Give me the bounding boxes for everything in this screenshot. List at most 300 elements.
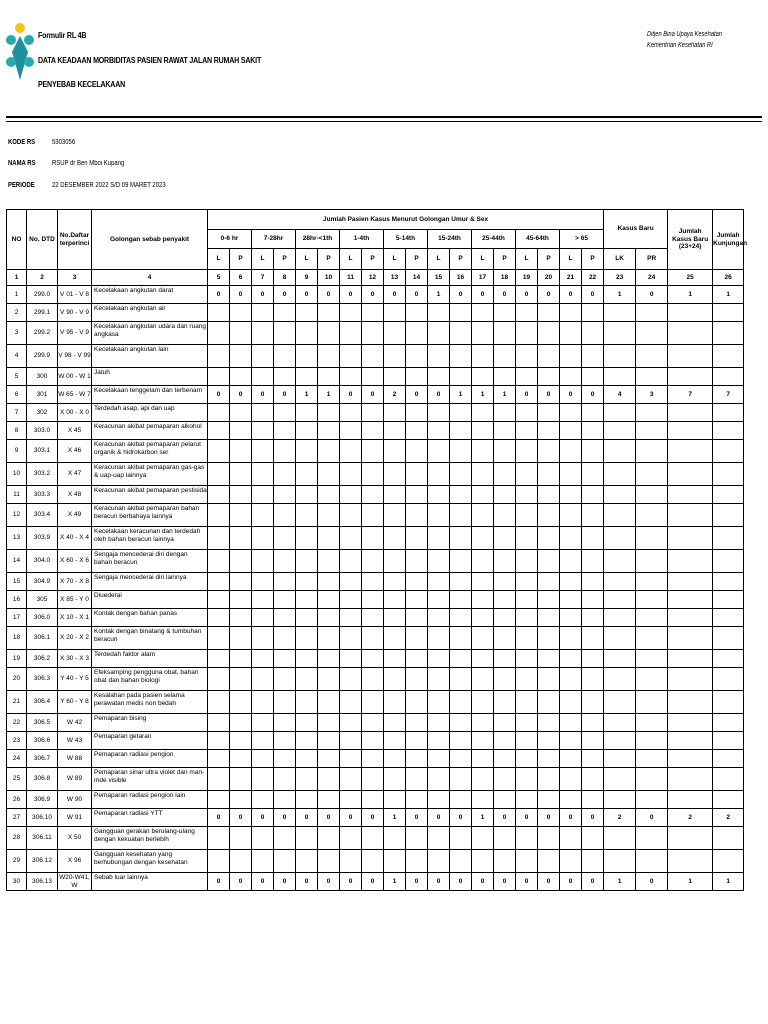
age-group-header: 5-14th	[384, 230, 428, 249]
table-row	[7, 440, 744, 463]
table-row	[7, 591, 744, 609]
row-value	[208, 627, 230, 650]
row-value	[230, 463, 252, 486]
row-value	[384, 591, 406, 609]
row-value	[668, 691, 713, 714]
row-value	[713, 768, 744, 791]
row-value	[208, 827, 230, 850]
row-no: 29	[7, 850, 27, 873]
row-value	[668, 504, 713, 527]
row-value	[516, 714, 538, 732]
row-value	[274, 322, 296, 345]
age-group-header: 15-24th	[428, 230, 472, 249]
row-golongan: Terdedah faktor alam	[92, 650, 208, 668]
row-value	[604, 732, 636, 750]
row-value: 0	[274, 286, 296, 304]
column-number: 25	[668, 270, 713, 286]
row-daftar: W 00 - W 1	[58, 368, 92, 386]
row-value	[230, 440, 252, 463]
row-value: 0	[406, 386, 428, 404]
row-value	[516, 404, 538, 422]
row-daftar: V 95 - V 9	[58, 322, 92, 345]
row-daftar: W 88	[58, 750, 92, 768]
sex-header-l: L	[560, 249, 582, 270]
row-value	[538, 668, 560, 691]
table-row	[7, 732, 744, 750]
row-value	[406, 573, 428, 591]
row-value	[362, 791, 384, 809]
row-value	[668, 650, 713, 668]
column-number: 4	[92, 270, 208, 286]
row-value	[516, 504, 538, 527]
row-value	[406, 850, 428, 873]
row-value	[668, 440, 713, 463]
column-number: 26	[713, 270, 744, 286]
row-value	[472, 691, 494, 714]
column-number: 13	[384, 270, 406, 286]
row-value	[296, 850, 318, 873]
row-value	[668, 750, 713, 768]
column-number: 2	[27, 270, 58, 286]
row-value	[472, 627, 494, 650]
row-value: 2	[604, 809, 636, 827]
row-value: 0	[252, 809, 274, 827]
row-value: 0	[560, 386, 582, 404]
row-value	[296, 404, 318, 422]
row-value	[450, 691, 472, 714]
row-value	[274, 504, 296, 527]
row-value	[582, 768, 604, 791]
row-value	[428, 827, 450, 850]
row-no: 23	[7, 732, 27, 750]
age-group-header: > 65	[560, 230, 604, 249]
row-golongan: Keracunan akibat pemaparan alkohol	[92, 422, 208, 440]
row-value	[252, 404, 274, 422]
row-value: 1	[428, 286, 450, 304]
row-dtd: 304.9	[27, 573, 58, 591]
sex-header-p: P	[494, 249, 516, 270]
row-value	[582, 827, 604, 850]
row-value	[362, 345, 384, 368]
row-value	[494, 591, 516, 609]
row-value	[494, 668, 516, 691]
row-no: 16	[7, 591, 27, 609]
row-value	[208, 527, 230, 550]
row-daftar: W 65 - W 7	[58, 386, 92, 404]
row-golongan: Pemaparan getaran	[92, 732, 208, 750]
row-dtd: 306.1	[27, 627, 58, 650]
header-kasus-baru: Kasus Baru	[604, 210, 668, 249]
row-value	[494, 691, 516, 714]
row-value	[668, 404, 713, 422]
row-no: 27	[7, 809, 27, 827]
row-value	[384, 691, 406, 714]
periode-label: PERIODE	[8, 182, 35, 189]
header-dtd: No. DTD	[27, 210, 58, 270]
row-value	[428, 714, 450, 732]
row-daftar: W 43	[58, 732, 92, 750]
row-value: 0	[296, 286, 318, 304]
row-value	[450, 714, 472, 732]
row-no: 10	[7, 463, 27, 486]
row-value	[494, 440, 516, 463]
table-row	[7, 573, 744, 591]
row-value	[318, 422, 340, 440]
row-value	[636, 609, 668, 627]
row-value	[560, 750, 582, 768]
row-value	[450, 345, 472, 368]
row-value	[713, 668, 744, 691]
sex-header-l: L	[340, 249, 362, 270]
row-value	[362, 609, 384, 627]
row-no: 18	[7, 627, 27, 650]
row-value	[428, 322, 450, 345]
row-value	[636, 850, 668, 873]
row-value	[713, 627, 744, 650]
row-value	[668, 422, 713, 440]
row-value	[494, 627, 516, 650]
row-value: 0	[318, 286, 340, 304]
kode-rs-label: KODE RS	[8, 139, 36, 146]
row-dtd: 306.9	[27, 791, 58, 809]
age-group-header: 25-44th	[472, 230, 516, 249]
row-dtd: 306.8	[27, 768, 58, 791]
row-value: 0	[582, 386, 604, 404]
row-value	[230, 668, 252, 691]
row-value	[604, 504, 636, 527]
report-title: DATA KEADAAN MORBIDITAS PASIEN RAWAT JALAN RUMAH SAKIT	[38, 56, 262, 65]
row-value	[668, 573, 713, 591]
row-value	[296, 750, 318, 768]
row-value	[296, 463, 318, 486]
row-value: 1	[604, 286, 636, 304]
row-value	[604, 768, 636, 791]
row-value	[428, 627, 450, 650]
row-dtd: 306.3	[27, 668, 58, 691]
row-value	[406, 668, 428, 691]
row-dtd: 303.2	[27, 463, 58, 486]
row-value	[472, 304, 494, 322]
row-value	[582, 791, 604, 809]
row-value	[494, 404, 516, 422]
row-value	[208, 609, 230, 627]
row-value	[208, 504, 230, 527]
row-value	[494, 322, 516, 345]
row-value	[406, 304, 428, 322]
row-golongan: Kecelakaan angkutan udara dan ruang angkasa	[92, 322, 208, 345]
column-number: 23	[604, 270, 636, 286]
row-value	[494, 850, 516, 873]
row-value	[604, 404, 636, 422]
row-value: 0	[560, 809, 582, 827]
row-daftar: V 98 - V 99	[58, 345, 92, 368]
row-value	[560, 404, 582, 422]
row-value	[406, 609, 428, 627]
row-value	[604, 527, 636, 550]
row-value	[274, 440, 296, 463]
sex-header-l: L	[472, 249, 494, 270]
row-value	[472, 404, 494, 422]
table-row	[7, 850, 744, 873]
row-value	[538, 791, 560, 809]
row-value	[604, 486, 636, 504]
row-value: 1	[472, 809, 494, 827]
table-body	[7, 286, 744, 891]
row-value	[406, 527, 428, 550]
row-value	[604, 422, 636, 440]
row-dtd: 306.4	[27, 691, 58, 714]
row-value	[362, 627, 384, 650]
sex-header-p: P	[362, 249, 384, 270]
row-daftar: X 40 - X 4	[58, 527, 92, 550]
row-dtd: 303.9	[27, 527, 58, 550]
row-value	[636, 627, 668, 650]
age-group-header: 7-28hr	[252, 230, 296, 249]
row-value	[582, 345, 604, 368]
row-dtd: 306.10	[27, 809, 58, 827]
row-value: 0	[560, 873, 582, 891]
row-value	[384, 368, 406, 386]
row-value	[636, 486, 668, 504]
row-value	[318, 527, 340, 550]
row-value: 3	[636, 386, 668, 404]
row-daftar: X 00 - X 0	[58, 404, 92, 422]
row-value: 0	[362, 386, 384, 404]
row-value	[274, 527, 296, 550]
row-value	[230, 504, 252, 527]
row-value	[340, 591, 362, 609]
row-value: 0	[318, 873, 340, 891]
row-value	[384, 827, 406, 850]
row-value	[296, 504, 318, 527]
row-value	[582, 609, 604, 627]
row-value	[406, 791, 428, 809]
row-value	[230, 732, 252, 750]
column-number: 20	[538, 270, 560, 286]
row-value	[318, 591, 340, 609]
row-value: 0	[494, 286, 516, 304]
nama-rs-value: RSUP dr Ben Mboi Kupang	[52, 160, 125, 167]
row-value	[604, 791, 636, 809]
row-daftar: X 20 - X 2	[58, 627, 92, 650]
row-daftar: X 60 - X 6	[58, 550, 92, 573]
row-value	[252, 732, 274, 750]
row-value	[472, 527, 494, 550]
row-value	[340, 440, 362, 463]
row-value: 0	[274, 873, 296, 891]
row-value	[494, 304, 516, 322]
row-value	[582, 573, 604, 591]
row-value: 0	[252, 386, 274, 404]
row-value	[516, 322, 538, 345]
row-value	[362, 304, 384, 322]
row-value: 0	[636, 809, 668, 827]
row-value	[713, 714, 744, 732]
row-value	[318, 573, 340, 591]
row-value: 0	[450, 286, 472, 304]
row-value	[560, 827, 582, 850]
row-value	[538, 368, 560, 386]
row-value	[318, 650, 340, 668]
row-value	[516, 791, 538, 809]
row-value: 0	[538, 873, 560, 891]
row-value	[668, 732, 713, 750]
row-value	[494, 486, 516, 504]
row-value: 7	[713, 386, 744, 404]
row-value	[604, 322, 636, 345]
row-dtd: 299.0	[27, 286, 58, 304]
row-value: 1	[604, 873, 636, 891]
row-value: 0	[428, 809, 450, 827]
report-subtitle: PENYEBAB KECELAKAAN	[38, 80, 126, 89]
row-dtd: 301	[27, 386, 58, 404]
row-value	[318, 345, 340, 368]
row-value	[384, 573, 406, 591]
row-value: 0	[516, 286, 538, 304]
row-value: 0	[318, 809, 340, 827]
row-value	[362, 732, 384, 750]
table-row	[7, 873, 744, 891]
row-value	[252, 650, 274, 668]
row-value	[516, 827, 538, 850]
row-value	[582, 591, 604, 609]
row-value	[318, 732, 340, 750]
column-number: 12	[362, 270, 384, 286]
row-daftar: Y 40 - Y 5	[58, 668, 92, 691]
row-value	[296, 791, 318, 809]
row-daftar: X 30 - X 3	[58, 650, 92, 668]
row-value	[713, 345, 744, 368]
row-value: 1	[472, 386, 494, 404]
row-value	[230, 768, 252, 791]
row-value	[406, 440, 428, 463]
row-value: 1	[450, 386, 472, 404]
row-value	[252, 304, 274, 322]
row-dtd: 305	[27, 591, 58, 609]
row-value	[713, 550, 744, 573]
row-value	[604, 573, 636, 591]
row-value	[560, 768, 582, 791]
row-value	[384, 550, 406, 573]
row-value: 0	[274, 809, 296, 827]
row-value	[560, 627, 582, 650]
row-value	[560, 691, 582, 714]
row-value	[450, 668, 472, 691]
row-value	[406, 750, 428, 768]
row-daftar: X 48	[58, 486, 92, 504]
row-value: 0	[428, 873, 450, 891]
row-no: 1	[7, 286, 27, 304]
row-value	[384, 609, 406, 627]
row-value	[406, 714, 428, 732]
row-value	[252, 609, 274, 627]
row-value	[516, 750, 538, 768]
row-value	[428, 368, 450, 386]
row-value	[252, 691, 274, 714]
row-value	[713, 463, 744, 486]
row-value	[406, 691, 428, 714]
row-value	[208, 791, 230, 809]
row-value: 0	[450, 873, 472, 891]
row-no: 28	[7, 827, 27, 850]
row-value	[384, 404, 406, 422]
row-value	[668, 345, 713, 368]
row-value	[340, 422, 362, 440]
row-value	[450, 550, 472, 573]
row-value: 0	[296, 809, 318, 827]
row-value: 0	[230, 386, 252, 404]
row-no: 14	[7, 550, 27, 573]
row-value	[604, 345, 636, 368]
row-value	[636, 714, 668, 732]
row-value	[340, 463, 362, 486]
row-value	[208, 304, 230, 322]
row-value	[252, 368, 274, 386]
row-value	[340, 527, 362, 550]
row-value	[230, 573, 252, 591]
table-row	[7, 627, 744, 650]
row-value	[538, 550, 560, 573]
row-value	[230, 627, 252, 650]
row-daftar: X 47	[58, 463, 92, 486]
row-value	[713, 368, 744, 386]
row-value	[636, 827, 668, 850]
row-no: 30	[7, 873, 27, 891]
column-number: 7	[252, 270, 274, 286]
row-value	[582, 527, 604, 550]
row-value	[472, 504, 494, 527]
sex-header-p: P	[230, 249, 252, 270]
row-value	[516, 486, 538, 504]
row-value	[582, 304, 604, 322]
row-value	[274, 714, 296, 732]
row-value	[406, 550, 428, 573]
row-value	[428, 668, 450, 691]
row-dtd: 306.13	[27, 873, 58, 891]
row-value: 0	[252, 873, 274, 891]
row-value	[230, 791, 252, 809]
row-value	[636, 527, 668, 550]
row-value	[384, 850, 406, 873]
row-value	[636, 422, 668, 440]
row-value	[560, 714, 582, 732]
row-value: 1	[296, 386, 318, 404]
row-daftar: X 45	[58, 422, 92, 440]
table-row	[7, 527, 744, 550]
row-value: 0	[560, 286, 582, 304]
row-value	[582, 440, 604, 463]
row-value	[668, 850, 713, 873]
row-value	[296, 304, 318, 322]
row-value	[428, 345, 450, 368]
row-value	[560, 463, 582, 486]
row-value	[538, 422, 560, 440]
column-number: 19	[516, 270, 538, 286]
row-value	[340, 791, 362, 809]
row-value	[296, 550, 318, 573]
row-value	[208, 550, 230, 573]
row-value	[516, 768, 538, 791]
column-number: 22	[582, 270, 604, 286]
row-value	[668, 463, 713, 486]
table-row	[7, 404, 744, 422]
row-value	[604, 650, 636, 668]
row-value	[668, 368, 713, 386]
row-value	[450, 750, 472, 768]
row-value	[362, 768, 384, 791]
row-value	[384, 486, 406, 504]
row-value: 0	[362, 809, 384, 827]
